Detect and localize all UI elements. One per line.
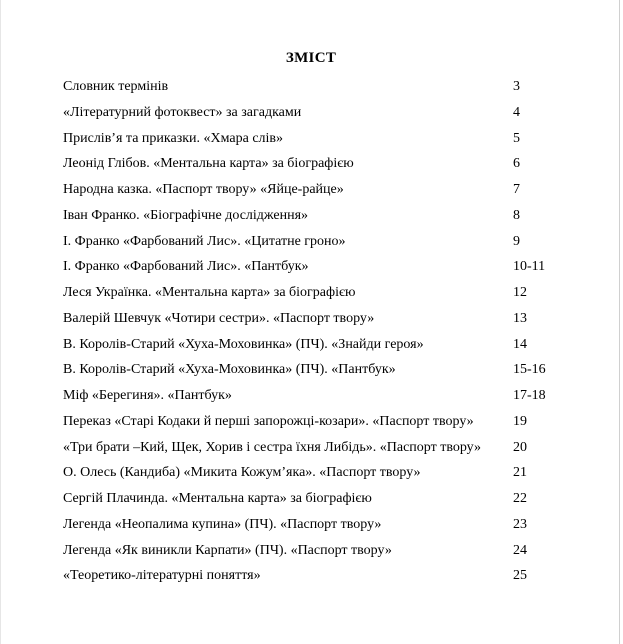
toc-entry-page: 14 bbox=[513, 336, 527, 352]
toc-entry bbox=[63, 385, 563, 411]
toc-entry-page: 10-11 bbox=[513, 259, 546, 275]
toc-entry-text: Валерій Шевчук «Чотири сестри». «Паспорт твору» bbox=[63, 310, 375, 326]
toc-entry bbox=[63, 334, 563, 360]
toc-entry bbox=[63, 359, 563, 385]
toc-entry bbox=[63, 282, 563, 308]
toc-entry-text: І. Франко «Фарбований Лис». «Цитатне гроно» bbox=[63, 233, 346, 249]
toc-entry-page: 21 bbox=[513, 465, 527, 481]
toc-entry-text: «Теоретико-літературні поняття» bbox=[63, 568, 261, 584]
toc-entry-page: 15-16 bbox=[513, 362, 546, 378]
toc-entry-text: «Три брати –Кий, Щек, Хорив і сестра їхня Либідь». «Паспорт твору» bbox=[63, 439, 482, 455]
toc-entry bbox=[63, 437, 563, 463]
toc-entry-page: 19 bbox=[513, 413, 527, 429]
toc-entry-text: Легенда «Неопалима купина» (ПЧ). «Паспорт твору» bbox=[63, 516, 382, 532]
toc-entry bbox=[63, 565, 563, 591]
toc-entry bbox=[63, 514, 563, 540]
toc-entry-page: 22 bbox=[513, 491, 527, 506]
toc-entry-text: Словник термінів bbox=[63, 79, 169, 94]
toc-entry bbox=[63, 76, 563, 102]
toc-entry bbox=[63, 488, 563, 514]
toc-entry bbox=[63, 128, 563, 154]
toc-entry-page: 3 bbox=[513, 79, 520, 94]
toc-entry-text: Сергій Плачинда. «Ментальна карта» за біографією bbox=[63, 491, 372, 506]
toc-entry-page: 6 bbox=[513, 156, 520, 172]
toc-entry bbox=[63, 102, 563, 128]
toc-entry-text: Іван Франко. «Біографічне дослідження» bbox=[63, 207, 309, 223]
toc-entry-text: «Літературний фотоквест» за загадками bbox=[63, 104, 302, 120]
toc-entry-page: 4 bbox=[513, 104, 520, 120]
toc-entry-page: 9 bbox=[513, 233, 520, 249]
toc-entry-text: В. Королів-Старий «Хуха-Моховинка» (ПЧ). «Знайди героя» bbox=[63, 336, 424, 352]
toc-entry bbox=[63, 153, 563, 179]
toc-entry-text: Легенда «Як виникли Карпати» (ПЧ). «Паспорт твору» bbox=[63, 542, 392, 558]
toc-entry bbox=[63, 205, 563, 231]
toc-entry-page: 5 bbox=[513, 130, 520, 146]
table-of-contents bbox=[63, 76, 563, 591]
toc-entry-page: 25 bbox=[513, 568, 527, 584]
toc-entry-text: Леонід Глібов. «Ментальна карта» за біографією bbox=[63, 156, 354, 172]
toc-entry-text: В. Королів-Старий «Хуха-Моховинка» (ПЧ). «Пантбук» bbox=[63, 362, 396, 378]
toc-entry-page: 13 bbox=[513, 310, 527, 326]
toc-entry-page: 17-18 bbox=[513, 388, 546, 403]
toc-entry-page: 7 bbox=[513, 182, 520, 197]
toc-entry-text: І. Франко «Фарбований Лис». «Пантбук» bbox=[63, 259, 309, 275]
toc-entry bbox=[63, 256, 563, 282]
toc-entry bbox=[63, 308, 563, 334]
toc-entry-text: Народна казка. «Паспорт твору» «Яйце-райце» bbox=[63, 182, 344, 197]
toc-title: ЗМІСТ bbox=[285, 50, 337, 66]
toc-entry-text: Прислів’я та приказки. «Хмара слів» bbox=[63, 130, 284, 146]
toc-entry-page: 20 bbox=[513, 439, 527, 455]
toc-entry-text: Леся Українка. «Ментальна карта» за біографією bbox=[63, 285, 356, 300]
toc-entry bbox=[63, 462, 563, 488]
toc-entry-text: Міф «Берегиня». «Пантбук» bbox=[63, 388, 232, 403]
toc-entry bbox=[63, 231, 563, 257]
toc-entry-page: 12 bbox=[513, 285, 527, 300]
toc-entry-page: 23 bbox=[513, 516, 527, 532]
toc-entry bbox=[63, 411, 563, 437]
toc-entry-text: О. Олесь (Кандиба) «Микита Кожум’яка». «Паспорт твору» bbox=[63, 465, 421, 481]
toc-entry-page: 8 bbox=[513, 207, 520, 223]
toc-entry bbox=[63, 540, 563, 566]
toc-entry-page: 24 bbox=[513, 542, 527, 558]
toc-entry bbox=[63, 179, 563, 205]
toc-entry-text: Переказ «Старі Кодаки й перші запорожці-козари». «Паспорт твору» bbox=[63, 413, 474, 429]
